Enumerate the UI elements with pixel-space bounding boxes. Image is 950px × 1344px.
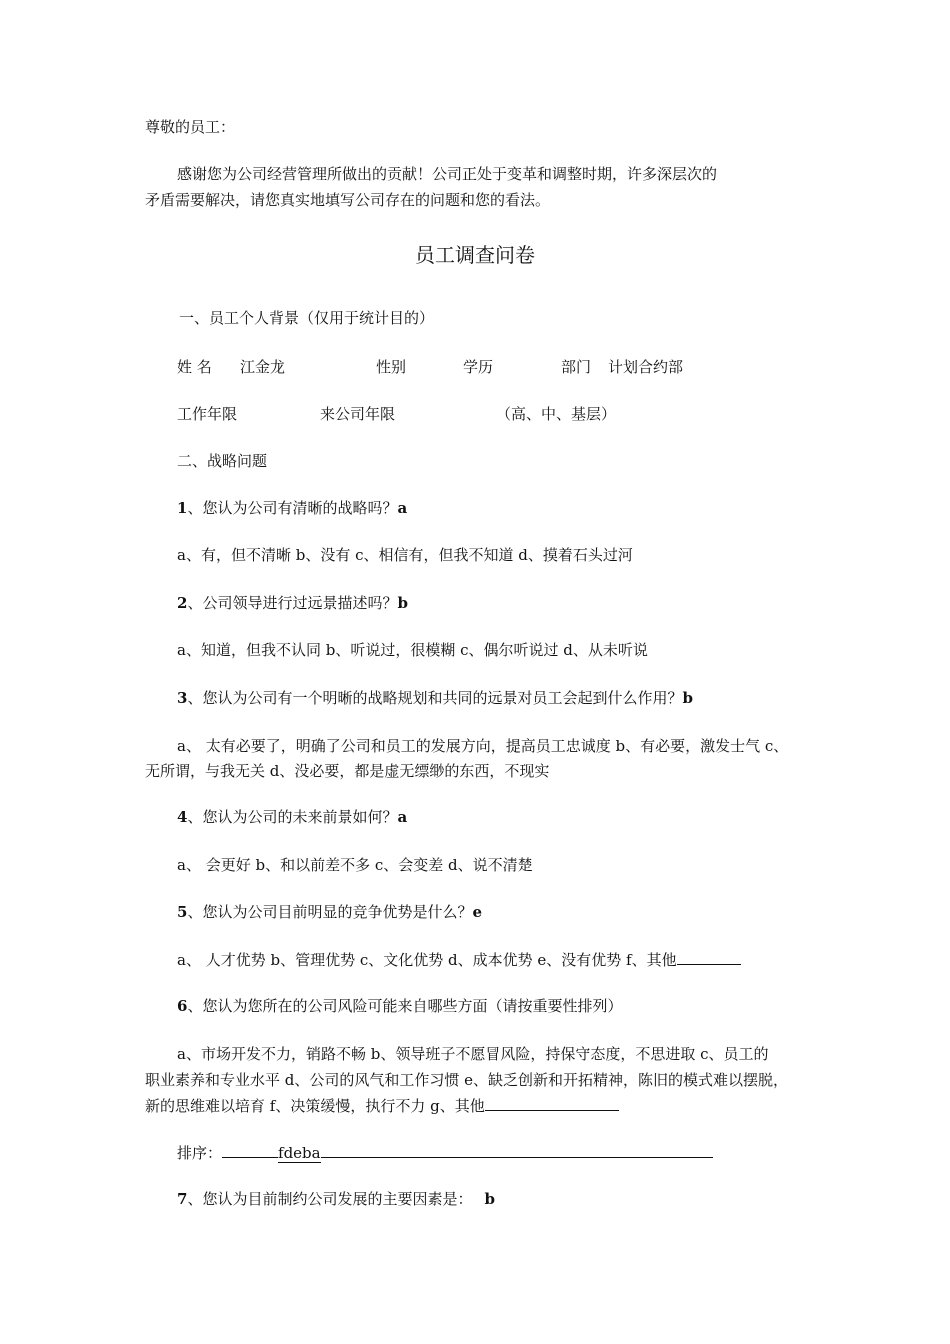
question-number: 1 <box>177 499 188 517</box>
question-number: 2 <box>177 594 188 612</box>
question-4 <box>177 807 407 827</box>
question-text: 、您认为公司目前明显的竞争优势是什么？ <box>187 903 473 921</box>
dept-value: 计划合约部 <box>608 358 684 376</box>
question-6 <box>177 996 622 1016</box>
question-3-options-line2: 无所谓，与我无关 d、没必要，都是虚无缥缈的东西，不现实 <box>145 762 550 780</box>
question-answer: b <box>484 1190 495 1208</box>
intro-paragraph-line2: 矛盾需要解决，请您真实地填写公司存在的问题和您的看法。 <box>145 191 551 209</box>
question-4-options: a、 会更好 b、和以前差不多 c、会变差 d、说不清楚 <box>177 856 533 874</box>
question-6-options-line2: 职业素养和专业水平 d、公司的风气和工作习惯 e、缺乏创新和开拓精神，陈旧的模式难以摆脱， <box>145 1071 789 1089</box>
gender-label: 性别 <box>376 358 407 376</box>
question-number: 6 <box>177 997 188 1015</box>
blank-line <box>485 1095 619 1111</box>
options-text: a、 人才优势 b、管理优势 c、文化优势 d、成本优势 e、没有优势 f、其他 <box>177 951 677 969</box>
question-3-options-line1: a、 太有必要了，明确了公司和员工的发展方向，提高员工忠诚度 b、有必要，激发士气 c、 <box>177 737 789 755</box>
question-3 <box>177 688 693 708</box>
question-6-options-line1: a、市场开发不力，销路不畅 b、领导班子不愿冒风险，持保守态度，不思进取 c、员工的 <box>177 1045 769 1063</box>
question-text: 、公司领导进行过远景描述吗？ <box>187 594 398 612</box>
question-number: 7 <box>177 1190 188 1208</box>
level-note: （高、中、基层） <box>496 405 617 423</box>
question-text: 、您认为公司有一个明晰的战略规划和共同的远景对员工会起到什么作用？ <box>187 689 683 707</box>
question-answer: b <box>397 594 408 612</box>
ranking-line <box>177 1142 713 1163</box>
options-text: 新的思维难以培育 f、决策缓慢，执行不力 g、其他 <box>145 1097 485 1115</box>
question-number: 5 <box>177 903 188 921</box>
greeting: 尊敬的员工： <box>145 118 236 136</box>
question-number: 3 <box>177 689 188 707</box>
question-text: 、您认为您所在的公司风险可能来自哪些方面（请按重要性排列） <box>187 997 623 1015</box>
question-text: 、您认为公司的未来前景如何？ <box>187 808 398 826</box>
question-2-options: a、知道，但我不认同 b、听说过，很模糊 c、偶尔听说过 d、从未听说 <box>177 641 648 659</box>
question-5 <box>177 902 482 922</box>
ranking-value: fdeba <box>278 1144 321 1162</box>
ranking-label: 排序： <box>177 1144 223 1162</box>
name-value: 江金龙 <box>240 358 286 376</box>
education-label: 学历 <box>463 358 494 376</box>
question-answer: a <box>397 808 408 826</box>
blank-line <box>222 1142 278 1158</box>
question-text: 、您认为目前制约公司发展的主要因素是： <box>187 1190 473 1208</box>
question-text: 、您认为公司有清晰的战略吗？ <box>187 499 398 517</box>
work-years-label: 工作年限 <box>177 405 238 423</box>
question-1-options: a、有，但不清晰 b、没有 c、相信有，但我不知道 d、摸着石头过河 <box>177 546 633 564</box>
blank-line <box>677 949 741 965</box>
question-2 <box>177 593 408 613</box>
intro-paragraph-line1: 感谢您为公司经营管理所做出的贡献！公司正处于变革和调整时期，许多深层次的 <box>177 165 718 183</box>
dept-label: 部门 <box>561 358 592 376</box>
question-answer: b <box>682 689 693 707</box>
blank-line <box>321 1142 713 1158</box>
question-answer: e <box>472 903 482 921</box>
question-5-options <box>177 949 741 970</box>
question-1 <box>177 498 407 518</box>
question-answer: a <box>397 499 408 517</box>
section1-heading: 一、员工个人背景（仅用于统计目的） <box>179 309 435 327</box>
question-number: 4 <box>177 808 188 826</box>
section2-heading: 二、战略问题 <box>177 452 268 470</box>
question-7 <box>177 1189 495 1209</box>
page-title: 员工调查问卷 <box>415 243 535 267</box>
company-years-label: 来公司年限 <box>320 405 396 423</box>
question-6-options-line3 <box>145 1095 619 1116</box>
name-label: 姓 名 <box>177 358 212 376</box>
